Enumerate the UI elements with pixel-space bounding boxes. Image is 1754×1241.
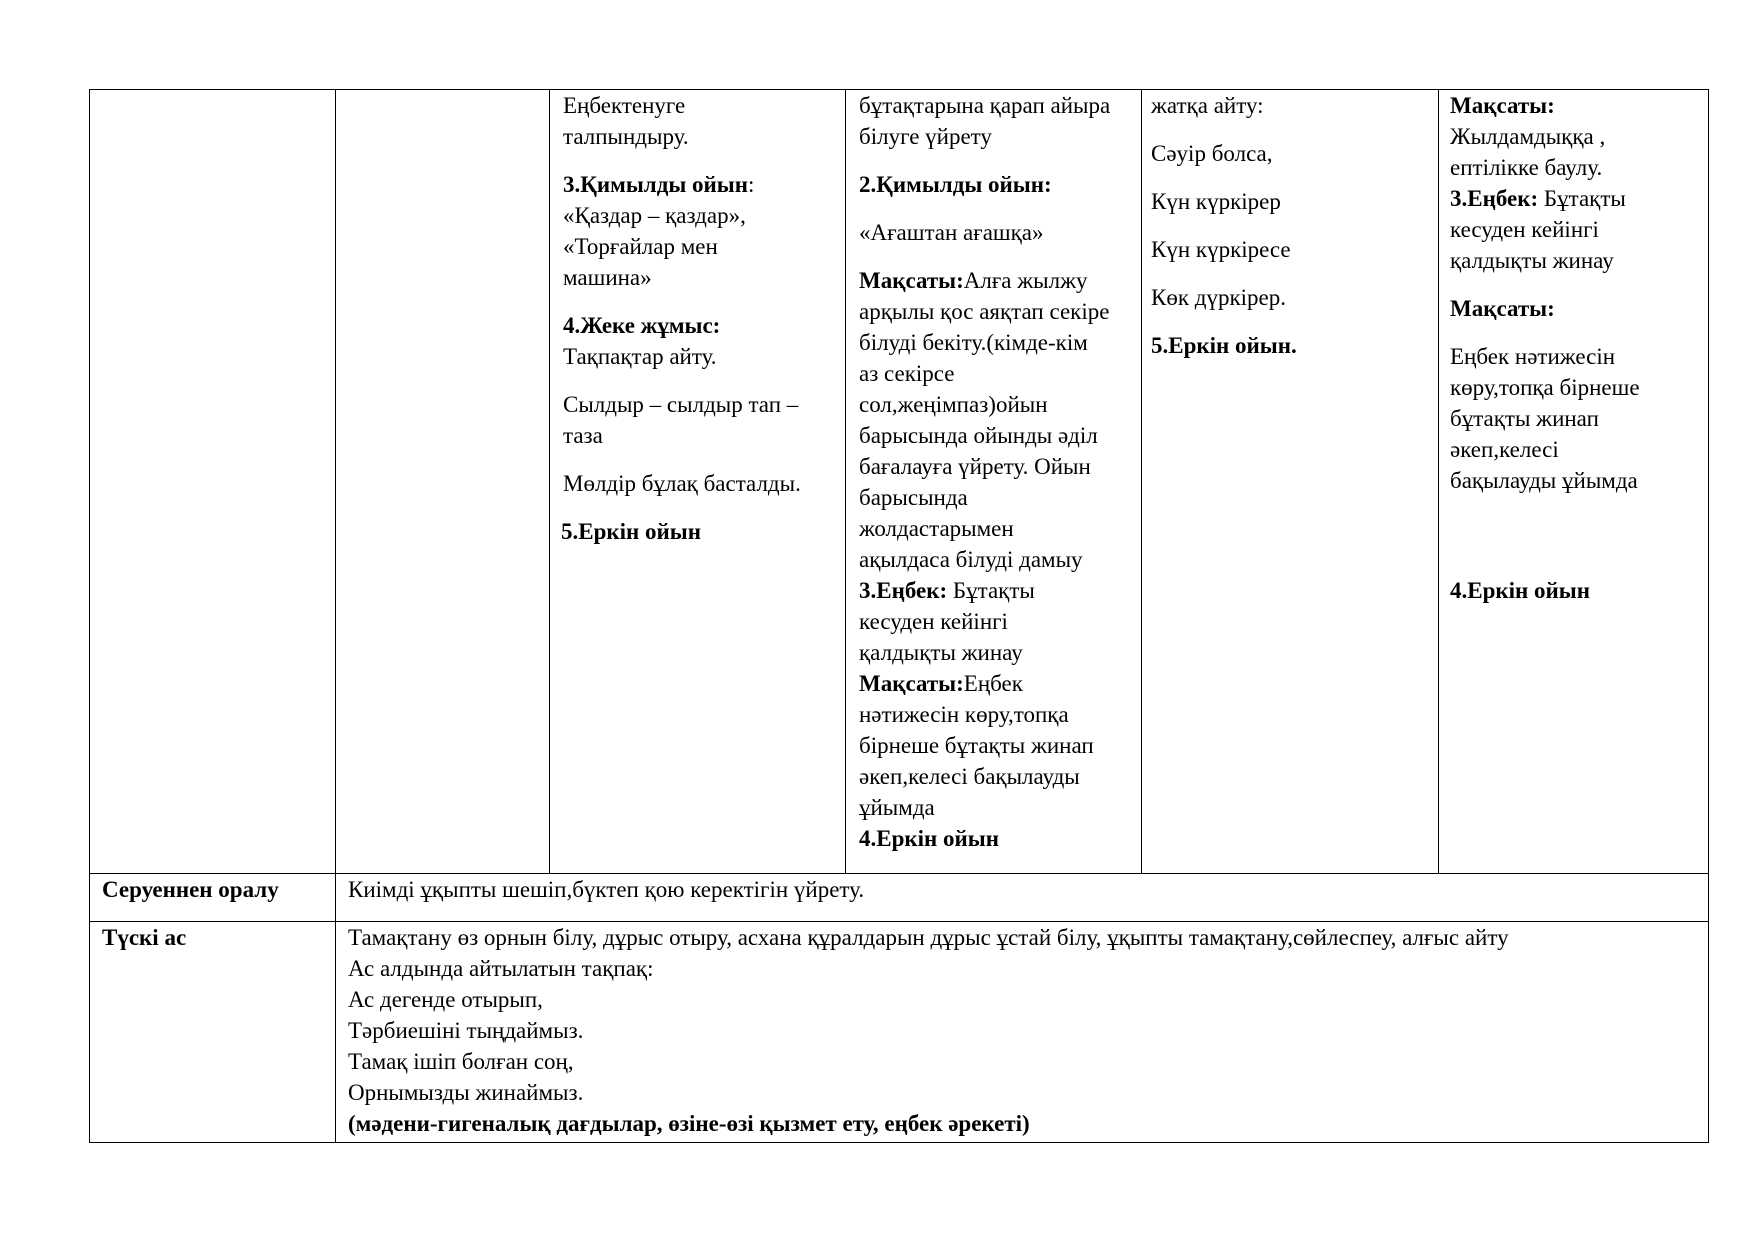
text-line: ақылдаса білуді дамыу <box>859 547 1083 572</box>
game-heading: 3.Қимылды ойын: <box>563 172 755 197</box>
text-line: Сәуір болса, <box>1151 141 1273 166</box>
text-line: машина» <box>563 265 652 290</box>
return-from-walk-row <box>90 874 1709 922</box>
work-line: 3.Еңбек: Бұтақты <box>859 578 1035 603</box>
game-name: «Ағаштан ағашқа» <box>859 220 1044 245</box>
text-line: талпындыру. <box>563 124 689 149</box>
text-line: білуді бекіту.(кімде-кім <box>859 330 1088 355</box>
text-line: әкеп,келесі <box>1450 437 1559 462</box>
text-line: барысында ойынды әділ <box>859 423 1098 448</box>
free-play-heading: 5.Еркін ойын <box>561 519 701 544</box>
goal-line: Мақсаты:Алға жылжу <box>859 268 1088 293</box>
text-line: қалдықты жинау <box>859 640 1023 665</box>
text-line: Күн күркіресе <box>1151 237 1291 262</box>
text-line: Еңбектенуге <box>563 93 686 118</box>
text-line: «Торғайлар мен <box>563 234 718 259</box>
text-line: Сылдыр – сылдыр тап – <box>563 392 799 417</box>
goal-label: Мақсаты: <box>1450 93 1555 118</box>
walk-activities-row <box>90 90 1709 874</box>
lunch-row <box>90 922 1709 1143</box>
row-label-cell <box>90 922 336 1143</box>
text-line: Тамақ ішіп болған соң, <box>348 1049 574 1074</box>
text-line: ұйымда <box>859 795 935 820</box>
free-play-heading: 5.Еркін ойын. <box>1151 333 1297 358</box>
wednesday-cell <box>550 90 846 874</box>
text-line: Тақпақтар айту. <box>563 344 717 369</box>
skills-note: (мәдени-гигеналық дағдылар, өзіне-өзі қызмет ету, еңбек әрекеті) <box>348 1111 1030 1136</box>
text-line: Көк дүркірер. <box>1151 285 1286 310</box>
text-line: жолдастарымен <box>859 516 1014 541</box>
row-label-cell-empty <box>90 90 336 874</box>
text-line: «Қаздар – қаздар», <box>563 203 746 228</box>
text-line: Күн күркірер <box>1151 189 1281 214</box>
return-text-cell <box>336 874 1709 922</box>
text-line: Жылдамдыққа , <box>1450 124 1606 149</box>
text-line: жатқа айту: <box>1151 93 1264 118</box>
text-line: білуге үйрету <box>859 124 992 149</box>
text-line: барысында <box>859 485 968 510</box>
text-line: бұтақты жинап <box>1450 406 1599 431</box>
text-line: кесуден кейінгі <box>1450 217 1599 242</box>
text-line: Ас дегенде отырып, <box>348 987 543 1012</box>
text-line: бұтақтарына қарап айыра <box>859 93 1111 118</box>
free-play-heading: 4.Еркін ойын <box>1450 578 1590 603</box>
text-line: қалдықты жинау <box>1450 248 1614 273</box>
row-label: Серуеннен оралу <box>102 877 279 902</box>
text-line: кесуден кейінгі <box>859 609 1008 634</box>
goal-line: Мақсаты:Еңбек <box>859 671 1023 696</box>
game-heading: 2.Қимылды ойын: <box>859 172 1052 197</box>
row-text: Киімді ұқыпты шешіп,бүктеп қою керектігін үйрету. <box>348 877 865 902</box>
text-line: сол,жеңімпаз)ойын <box>859 392 1048 417</box>
text-line: бірнеше бұтақты жинап <box>859 733 1094 758</box>
text-line: арқылы қос аяқтап секіре <box>859 299 1110 324</box>
text-line: Мөлдір бұлақ басталды. <box>563 471 801 496</box>
text-line: бақылауды ұйымда <box>1450 468 1638 493</box>
text-line: Ас алдында айтылатын тақпақ: <box>348 956 654 981</box>
free-play-heading: 4.Еркін ойын <box>859 826 999 851</box>
text-line: ептілікке баулу. <box>1450 155 1603 180</box>
text-line: Еңбек нәтижесін <box>1450 344 1616 369</box>
text-line: аз секірсе <box>859 361 955 386</box>
row-label: Түскі ас <box>102 925 187 950</box>
daily-plan-table <box>89 89 1709 1143</box>
text-line: нәтижесін көру,топқа <box>859 702 1069 727</box>
extra-day-cell <box>1439 90 1709 874</box>
thursday-cell <box>846 90 1142 874</box>
text-line: көру,топқа бірнеше <box>1450 375 1640 400</box>
text-line: бағалауға үйрету. Ойын <box>859 454 1091 479</box>
text-line: Орнымызды жинаймыз. <box>348 1080 584 1105</box>
text-line: әкеп,келесі бақылауды <box>859 764 1080 789</box>
individual-work-heading: 4.Жеке жұмыс: <box>563 313 721 338</box>
text-line: таза <box>563 423 603 448</box>
text-line: Тәрбиешіні тыңдаймыз. <box>348 1018 584 1043</box>
goal-label: Мақсаты: <box>1450 296 1555 321</box>
friday-cell <box>1142 90 1439 874</box>
text-line: Тамақтану өз орнын білу, дұрыс отыру, асхана құралдарын дұрыс ұстай білу, ұқыпты тамақтану,сөйлеспеу, алғыс айту <box>348 925 1509 950</box>
col2-cell-empty <box>336 90 550 874</box>
work-line: 3.Еңбек: Бұтақты <box>1450 186 1626 211</box>
row-label-cell <box>90 874 336 922</box>
lunch-text-cell <box>336 922 1709 1143</box>
